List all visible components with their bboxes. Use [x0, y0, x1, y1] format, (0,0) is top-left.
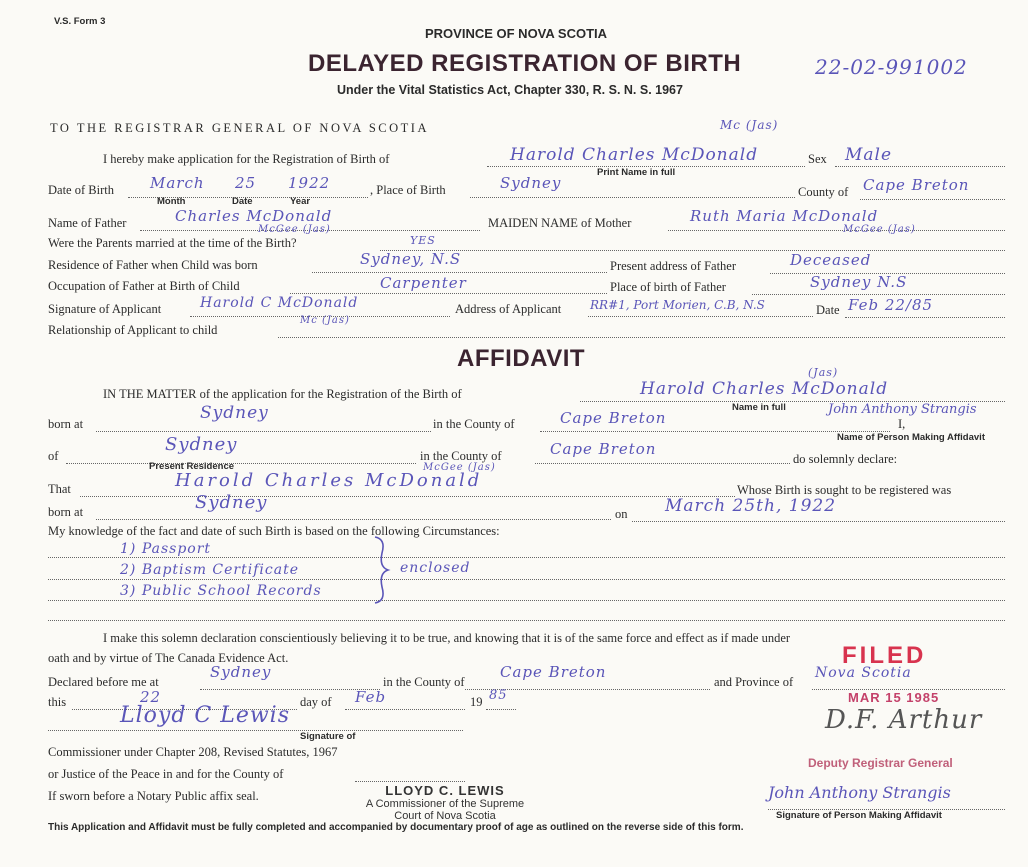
born-at-field: Sydney [200, 403, 269, 423]
father-label: Name of Father [48, 216, 127, 230]
whose-birth-label: Whose Birth is sought to be registered was [737, 483, 952, 497]
dob-month-field: March [150, 174, 205, 192]
declared-at-field: Sydney [210, 663, 272, 681]
born-on-field: March 25th, 1922 [665, 496, 837, 516]
commissioner-seal [350, 783, 540, 822]
filed-stamp: FILED [842, 642, 927, 669]
born-county-field: Cape Breton [560, 409, 667, 427]
declaration-text: I make this solemn declaration conscientiously believing it to be true, and knowing that it is of the same force and effect as if made under [103, 631, 791, 645]
signature-correction: Mc (Jas) [300, 315, 350, 326]
married-field: YES [410, 234, 436, 247]
date-label: Date [816, 303, 840, 317]
affidavit-intro: IN THE MATTER of the application for the Registration of the Birth of [103, 387, 462, 401]
footer-note: This Application and Affidavit must be fully completed and accompanied by documentary proof of age as outlined on the reverse side of this form. [48, 822, 744, 833]
justice-line: or Justice of the Peace in and for the County of [48, 767, 284, 781]
born-at2-label: born at [48, 505, 84, 519]
seal-line-2: Court of Nova Scotia [394, 810, 496, 822]
born-at2-field: Sydney [195, 492, 268, 513]
circumstance-3: 3) Public School Records [120, 583, 322, 599]
place-field: Sydney [500, 174, 562, 192]
sex-label: Sex [808, 152, 827, 166]
month-field: Feb [355, 688, 387, 706]
father-field: Charles McDonald [175, 207, 333, 225]
form-id: V.S. Form 3 [54, 16, 106, 27]
of-label: of [48, 449, 59, 463]
enclosed-note: enclosed [400, 560, 471, 576]
year-caption: Year [290, 196, 311, 207]
date-caption: Date [232, 196, 253, 207]
signature-label: Signature of Applicant [48, 302, 162, 316]
day-of-label: day of [300, 695, 332, 709]
deponent-signature-caption: Signature of Person Making Affidavit [776, 810, 942, 821]
occupation-label: Occupation of Father at Birth of Child [48, 279, 240, 293]
seal-name: LLOYD C. LEWIS [385, 783, 505, 798]
father-birthplace-label: Place of birth of Father [610, 280, 726, 294]
declaration-text-2: oath and by virtue of The Canada Evidence Act. [48, 651, 289, 665]
deponent-signature: John Anthony Strangis [768, 783, 951, 802]
present-residence-caption: Present Residence [149, 461, 235, 472]
mother-field: Ruth Maria McDonald [690, 207, 879, 225]
residence-field: Sydney [165, 434, 238, 455]
declared-label: Declared before me at [48, 675, 159, 689]
that-label: That [48, 482, 71, 496]
deponent-caption: Name of Person Making Affidavit [837, 432, 985, 443]
deponent-name-field: John Anthony Strangis [828, 402, 977, 417]
father-birthplace-field: Sydney N.S [810, 273, 908, 291]
commissioner-line: Commissioner under Chapter 208, Revised Statutes, 1967 [48, 745, 338, 759]
this-label: this [48, 695, 67, 709]
affidavit-name-correction: (Jas) [808, 366, 839, 379]
county-field: Cape Breton [863, 176, 970, 194]
declared-county-label: in the County of [383, 675, 465, 689]
print-name-caption: Print Name in full [597, 167, 676, 178]
application-date-field: Feb 22/85 [848, 296, 934, 314]
born-at-label: born at [48, 417, 84, 431]
place-label: , Place of Birth [370, 183, 446, 197]
deputy-registrar-stamp: Deputy Registrar General [808, 756, 953, 770]
curly-brace-icon [372, 535, 392, 605]
subject-name-field: Harold Charles McDonald [175, 470, 483, 491]
name-in-full-caption: Name in full [732, 402, 786, 413]
month-caption: Month [157, 196, 186, 207]
on-label: on [615, 507, 628, 521]
affidavit-name-field: Harold Charles McDonald [640, 379, 889, 399]
province-heading: PROVINCE OF NOVA SCOTIA [425, 26, 608, 41]
i-label: I, [898, 417, 906, 431]
signature-of-caption: Signature of [300, 731, 356, 742]
dob-year-field: 1922 [288, 174, 331, 192]
applicant-signature: Harold C McDonald [200, 295, 359, 311]
registrar-signature: D.F. Arthur [825, 705, 983, 735]
present-address-field: Deceased [790, 251, 872, 269]
notary-line: If sworn before a Notary Public affix seal. [48, 789, 259, 803]
subject-correction: McGee (Jas) [423, 462, 496, 473]
affidavit-heading: AFFIDAVIT [457, 345, 586, 372]
addressee: TO THE REGISTRAR GENERAL OF NOVA SCOTIA [50, 121, 430, 135]
present-address-label: Present address of Father [610, 259, 737, 273]
child-name-correction: Mc (Jas) [720, 118, 779, 132]
county-label: County of [798, 185, 849, 199]
married-label: Were the Parents married at the time of the Birth? [48, 236, 297, 250]
father-correction: McGee (Jas) [258, 224, 331, 235]
knowledge-label: My knowledge of the fact and date of such Birth is based on the following Circumstances: [48, 524, 500, 538]
sex-field: Male [845, 145, 893, 165]
circumstance-1: 1) Passport [120, 541, 212, 557]
residence-label: Residence of Father when Child was born [48, 258, 258, 272]
province-label: and Province of [714, 675, 794, 689]
circumstance-2: 2) Baptism Certificate [120, 562, 299, 578]
applicant-address-field: RR#1, Port Morien, C.B, N.S [590, 298, 765, 312]
residence-field: Sydney, N.S [360, 250, 462, 268]
day-field: 22 [140, 688, 162, 706]
occupation-field: Carpenter [380, 274, 467, 292]
relationship-label: Relationship of Applicant to child [48, 323, 218, 337]
mother-label: MAIDEN NAME of Mother [488, 216, 632, 230]
file-number: 22-02-991002 [815, 55, 968, 79]
in-the-county-label: in the County of [420, 449, 502, 463]
year-suffix-field: 85 [489, 688, 508, 703]
applicant-address-label: Address of Applicant [455, 302, 562, 316]
filed-date-stamp: MAR 15 1985 [848, 690, 940, 705]
page-title: DELAYED REGISTRATION OF BIRTH [308, 50, 742, 77]
solemnly-label: do solemnly declare: [793, 452, 898, 466]
mother-correction: McGee (Jas) [843, 224, 916, 235]
declared-province-field: Nova Scotia [815, 665, 912, 681]
seal-line-1: A Commissioner of the Supreme [365, 798, 525, 810]
commissioner-signature: Lloyd C Lewis [120, 703, 291, 728]
year-prefix: 19 [470, 695, 483, 709]
declared-county-field: Cape Breton [500, 663, 607, 681]
application-intro: I hereby make application for the Registration of Birth of [103, 152, 390, 166]
dob-date-field: 25 [235, 174, 257, 192]
child-name-field: Harold Charles McDonald [510, 145, 759, 165]
subtitle: Under the Vital Statistics Act, Chapter 330, R. S. N. S. 1967 [337, 83, 683, 97]
dob-label: Date of Birth [48, 183, 114, 197]
residence-county-field: Cape Breton [550, 440, 657, 458]
in-county-label: in the County of [433, 417, 515, 431]
